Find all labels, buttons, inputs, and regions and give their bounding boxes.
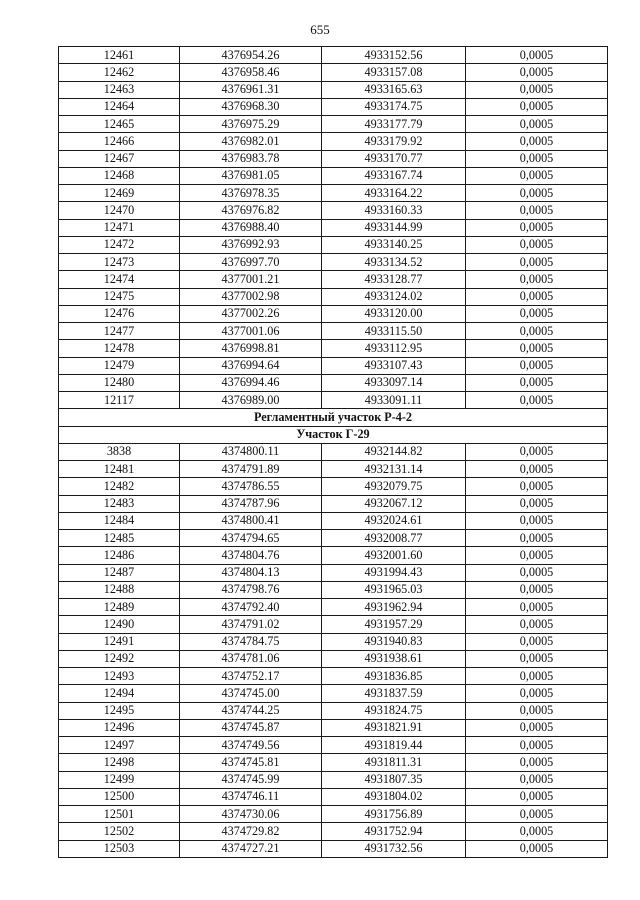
x-coordinate-cell: 4374781.06: [180, 650, 322, 667]
point-number-cell: 12497: [59, 737, 180, 754]
y-coordinate-cell: 4933134.52: [322, 254, 466, 271]
y-coordinate-cell: 4931807.35: [322, 771, 466, 788]
table-row: [59, 288, 608, 305]
x-coordinate-cell: 4376961.31: [180, 81, 322, 98]
x-coordinate-cell: 4374804.13: [180, 564, 322, 581]
y-coordinate-cell: 4931957.29: [322, 616, 466, 633]
section-title: Регламентный участок Р-4-2: [59, 409, 608, 426]
table-row: [59, 512, 608, 529]
point-number-cell: 12471: [59, 219, 180, 236]
error-cell: 0,0005: [466, 702, 608, 719]
point-number-cell: 12485: [59, 530, 180, 547]
table-row: [59, 478, 608, 495]
table-row: [59, 788, 608, 805]
error-cell: 0,0005: [466, 599, 608, 616]
point-number-cell: 12484: [59, 512, 180, 529]
y-coordinate-cell: 4933157.08: [322, 64, 466, 81]
x-coordinate-cell: 4374745.81: [180, 754, 322, 771]
point-number-cell: 12477: [59, 323, 180, 340]
point-number-cell: 12496: [59, 719, 180, 736]
section-header-row: [59, 426, 608, 443]
error-cell: 0,0005: [466, 443, 608, 460]
x-coordinate-cell: 4376998.81: [180, 340, 322, 357]
y-coordinate-cell: 4932024.61: [322, 512, 466, 529]
table-row: [59, 840, 608, 857]
y-coordinate-cell: 4931837.59: [322, 685, 466, 702]
error-cell: 0,0005: [466, 806, 608, 823]
y-coordinate-cell: 4933091.11: [322, 392, 466, 409]
x-coordinate-cell: 4376975.29: [180, 116, 322, 133]
error-cell: 0,0005: [466, 219, 608, 236]
table-row: [59, 599, 608, 616]
point-number-cell: 12466: [59, 133, 180, 150]
x-coordinate-cell: 4374745.99: [180, 771, 322, 788]
point-number-cell: 12482: [59, 478, 180, 495]
error-cell: 0,0005: [466, 840, 608, 857]
table-row: [59, 564, 608, 581]
error-cell: 0,0005: [466, 64, 608, 81]
point-number-cell: 12479: [59, 357, 180, 374]
error-cell: 0,0005: [466, 133, 608, 150]
point-number-cell: 12492: [59, 650, 180, 667]
y-coordinate-cell: 4933177.79: [322, 116, 466, 133]
y-coordinate-cell: 4932008.77: [322, 530, 466, 547]
error-cell: 0,0005: [466, 323, 608, 340]
x-coordinate-cell: 4374746.11: [180, 788, 322, 805]
x-coordinate-cell: 4376981.05: [180, 167, 322, 184]
table-row: [59, 443, 608, 460]
point-number-cell: 12467: [59, 150, 180, 167]
point-number-cell: 12464: [59, 98, 180, 115]
error-cell: 0,0005: [466, 271, 608, 288]
y-coordinate-cell: 4933164.22: [322, 185, 466, 202]
table-row: [59, 185, 608, 202]
point-number-cell: 12486: [59, 547, 180, 564]
table-row: [59, 581, 608, 598]
error-cell: 0,0005: [466, 236, 608, 253]
x-coordinate-cell: 4376954.26: [180, 47, 322, 64]
y-coordinate-cell: 4932079.75: [322, 478, 466, 495]
x-coordinate-cell: 4374800.11: [180, 443, 322, 460]
y-coordinate-cell: 4933128.77: [322, 271, 466, 288]
table-row: [59, 392, 608, 409]
point-number-cell: 12503: [59, 840, 180, 857]
y-coordinate-cell: 4933144.99: [322, 219, 466, 236]
coordinates-table: [58, 46, 608, 858]
table-row: [59, 236, 608, 253]
table-row: [59, 202, 608, 219]
y-coordinate-cell: 4933097.14: [322, 374, 466, 391]
table-row: [59, 357, 608, 374]
x-coordinate-cell: 4374798.76: [180, 581, 322, 598]
table-row: [59, 64, 608, 81]
y-coordinate-cell: 4933124.02: [322, 288, 466, 305]
table-row: [59, 737, 608, 754]
x-coordinate-cell: 4374727.21: [180, 840, 322, 857]
table-row: [59, 98, 608, 115]
y-coordinate-cell: 4932001.60: [322, 547, 466, 564]
table-row: [59, 771, 608, 788]
x-coordinate-cell: 4374792.40: [180, 599, 322, 616]
table-row: [59, 668, 608, 685]
x-coordinate-cell: 4374787.96: [180, 495, 322, 512]
x-coordinate-cell: 4376978.35: [180, 185, 322, 202]
table-row: [59, 340, 608, 357]
error-cell: 0,0005: [466, 47, 608, 64]
point-number-cell: 12476: [59, 305, 180, 322]
y-coordinate-cell: 4933174.75: [322, 98, 466, 115]
y-coordinate-cell: 4933115.50: [322, 323, 466, 340]
error-cell: 0,0005: [466, 547, 608, 564]
y-coordinate-cell: 4931732.56: [322, 840, 466, 857]
point-number-cell: 12483: [59, 495, 180, 512]
y-coordinate-cell: 4933112.95: [322, 340, 466, 357]
x-coordinate-cell: 4376992.93: [180, 236, 322, 253]
error-cell: 0,0005: [466, 478, 608, 495]
error-cell: 0,0005: [466, 737, 608, 754]
point-number-cell: 12490: [59, 616, 180, 633]
table-row: [59, 254, 608, 271]
y-coordinate-cell: 4933107.43: [322, 357, 466, 374]
table-row: [59, 633, 608, 650]
error-cell: 0,0005: [466, 98, 608, 115]
x-coordinate-cell: 4377001.21: [180, 271, 322, 288]
error-cell: 0,0005: [466, 150, 608, 167]
table-row: [59, 823, 608, 840]
error-cell: 0,0005: [466, 564, 608, 581]
table-row: [59, 685, 608, 702]
error-cell: 0,0005: [466, 512, 608, 529]
table-row: [59, 754, 608, 771]
point-number-cell: 12475: [59, 288, 180, 305]
y-coordinate-cell: 4933140.25: [322, 236, 466, 253]
x-coordinate-cell: 4374745.87: [180, 719, 322, 736]
point-number-cell: 12498: [59, 754, 180, 771]
x-coordinate-cell: 4376976.82: [180, 202, 322, 219]
error-cell: 0,0005: [466, 495, 608, 512]
y-coordinate-cell: 4931819.44: [322, 737, 466, 754]
section-header-row: [59, 409, 608, 426]
point-number-cell: 12487: [59, 564, 180, 581]
table-row: [59, 116, 608, 133]
y-coordinate-cell: 4931994.43: [322, 564, 466, 581]
table-row: [59, 81, 608, 98]
x-coordinate-cell: 4376983.78: [180, 150, 322, 167]
point-number-cell: 12499: [59, 771, 180, 788]
y-coordinate-cell: 4931938.61: [322, 650, 466, 667]
point-number-cell: 12473: [59, 254, 180, 271]
error-cell: 0,0005: [466, 305, 608, 322]
table-row: [59, 219, 608, 236]
x-coordinate-cell: 4376988.40: [180, 219, 322, 236]
point-number-cell: 12489: [59, 599, 180, 616]
x-coordinate-cell: 4374729.82: [180, 823, 322, 840]
y-coordinate-cell: 4932144.82: [322, 443, 466, 460]
error-cell: 0,0005: [466, 116, 608, 133]
table-row: [59, 530, 608, 547]
point-number-cell: 12470: [59, 202, 180, 219]
point-number-cell: 12500: [59, 788, 180, 805]
error-cell: 0,0005: [466, 340, 608, 357]
table-row: [59, 547, 608, 564]
x-coordinate-cell: 4376982.01: [180, 133, 322, 150]
error-cell: 0,0005: [466, 288, 608, 305]
table-row: [59, 461, 608, 478]
y-coordinate-cell: 4933120.00: [322, 305, 466, 322]
table-row: [59, 650, 608, 667]
error-cell: 0,0005: [466, 788, 608, 805]
y-coordinate-cell: 4931824.75: [322, 702, 466, 719]
table-row: [59, 133, 608, 150]
y-coordinate-cell: 4932067.12: [322, 495, 466, 512]
x-coordinate-cell: 4374800.41: [180, 512, 322, 529]
point-number-cell: 12478: [59, 340, 180, 357]
error-cell: 0,0005: [466, 823, 608, 840]
y-coordinate-cell: 4932131.14: [322, 461, 466, 478]
point-number-cell: 12495: [59, 702, 180, 719]
error-cell: 0,0005: [466, 633, 608, 650]
x-coordinate-cell: 4374784.75: [180, 633, 322, 650]
x-coordinate-cell: 4376994.46: [180, 374, 322, 391]
point-number-cell: 3838: [59, 443, 180, 460]
page-number: 655: [310, 22, 330, 37]
error-cell: 0,0005: [466, 185, 608, 202]
x-coordinate-cell: 4377002.26: [180, 305, 322, 322]
x-coordinate-cell: 4376994.64: [180, 357, 322, 374]
error-cell: 0,0005: [466, 202, 608, 219]
y-coordinate-cell: 4931804.02: [322, 788, 466, 805]
x-coordinate-cell: 4376968.30: [180, 98, 322, 115]
table-row: [59, 495, 608, 512]
section-title: Участок Г-29: [59, 426, 608, 443]
error-cell: 0,0005: [466, 685, 608, 702]
point-number-cell: 12502: [59, 823, 180, 840]
table-row: [59, 374, 608, 391]
x-coordinate-cell: 4374744.25: [180, 702, 322, 719]
y-coordinate-cell: 4931811.31: [322, 754, 466, 771]
x-coordinate-cell: 4374749.56: [180, 737, 322, 754]
y-coordinate-cell: 4931821.91: [322, 719, 466, 736]
x-coordinate-cell: 4374745.00: [180, 685, 322, 702]
table-row: [59, 47, 608, 64]
error-cell: 0,0005: [466, 357, 608, 374]
x-coordinate-cell: 4374730.06: [180, 806, 322, 823]
y-coordinate-cell: 4933152.56: [322, 47, 466, 64]
y-coordinate-cell: 4933165.63: [322, 81, 466, 98]
x-coordinate-cell: 4374786.55: [180, 478, 322, 495]
error-cell: 0,0005: [466, 392, 608, 409]
table-body: [59, 47, 608, 858]
y-coordinate-cell: 4931940.83: [322, 633, 466, 650]
point-number-cell: 12461: [59, 47, 180, 64]
error-cell: 0,0005: [466, 771, 608, 788]
error-cell: 0,0005: [466, 581, 608, 598]
y-coordinate-cell: 4931965.03: [322, 581, 466, 598]
error-cell: 0,0005: [466, 668, 608, 685]
y-coordinate-cell: 4933179.92: [322, 133, 466, 150]
point-number-cell: 12488: [59, 581, 180, 598]
y-coordinate-cell: 4931836.85: [322, 668, 466, 685]
x-coordinate-cell: 4376958.46: [180, 64, 322, 81]
error-cell: 0,0005: [466, 374, 608, 391]
table-row: [59, 806, 608, 823]
x-coordinate-cell: 4376989.00: [180, 392, 322, 409]
x-coordinate-cell: 4374794.65: [180, 530, 322, 547]
error-cell: 0,0005: [466, 254, 608, 271]
x-coordinate-cell: 4374791.89: [180, 461, 322, 478]
x-coordinate-cell: 4377001.06: [180, 323, 322, 340]
point-number-cell: 12501: [59, 806, 180, 823]
table-row: [59, 616, 608, 633]
error-cell: 0,0005: [466, 616, 608, 633]
table-row: [59, 167, 608, 184]
point-number-cell: 12480: [59, 374, 180, 391]
y-coordinate-cell: 4931962.94: [322, 599, 466, 616]
x-coordinate-cell: 4376997.70: [180, 254, 322, 271]
point-number-cell: 12493: [59, 668, 180, 685]
y-coordinate-cell: 4933167.74: [322, 167, 466, 184]
point-number-cell: 12117: [59, 392, 180, 409]
table-row: [59, 323, 608, 340]
table-row: [59, 271, 608, 288]
table-row: [59, 150, 608, 167]
table-row: [59, 719, 608, 736]
error-cell: 0,0005: [466, 530, 608, 547]
point-number-cell: 12463: [59, 81, 180, 98]
table-row: [59, 305, 608, 322]
error-cell: 0,0005: [466, 461, 608, 478]
error-cell: 0,0005: [466, 719, 608, 736]
error-cell: 0,0005: [466, 81, 608, 98]
error-cell: 0,0005: [466, 650, 608, 667]
point-number-cell: 12469: [59, 185, 180, 202]
point-number-cell: 12491: [59, 633, 180, 650]
point-number-cell: 12494: [59, 685, 180, 702]
x-coordinate-cell: 4377002.98: [180, 288, 322, 305]
point-number-cell: 12468: [59, 167, 180, 184]
y-coordinate-cell: 4931756.89: [322, 806, 466, 823]
x-coordinate-cell: 4374804.76: [180, 547, 322, 564]
y-coordinate-cell: 4931752.94: [322, 823, 466, 840]
point-number-cell: 12462: [59, 64, 180, 81]
point-number-cell: 12481: [59, 461, 180, 478]
table-row: [59, 702, 608, 719]
x-coordinate-cell: 4374752.17: [180, 668, 322, 685]
y-coordinate-cell: 4933160.33: [322, 202, 466, 219]
y-coordinate-cell: 4933170.77: [322, 150, 466, 167]
error-cell: 0,0005: [466, 167, 608, 184]
point-number-cell: 12472: [59, 236, 180, 253]
point-number-cell: 12465: [59, 116, 180, 133]
x-coordinate-cell: 4374791.02: [180, 616, 322, 633]
error-cell: 0,0005: [466, 754, 608, 771]
point-number-cell: 12474: [59, 271, 180, 288]
